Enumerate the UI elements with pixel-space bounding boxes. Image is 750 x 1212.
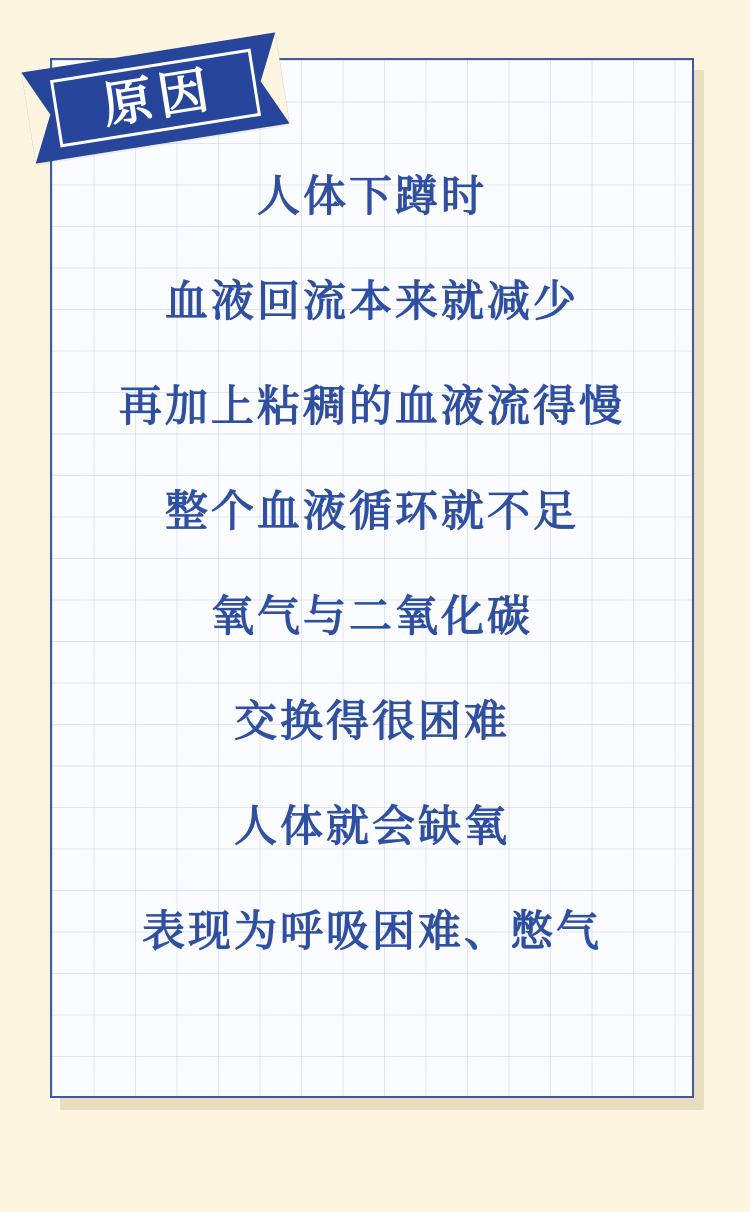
content-line: 人体就会缺氧 [234,803,510,851]
content-line: 血液回流本来就减少 [165,278,579,326]
content-line: 表现为呼吸困难、憋气 [142,908,602,956]
content-line: 再加上粘稠的血液流得慢 [119,383,625,431]
content-line: 整个血液循环就不足 [165,488,579,536]
section-banner-label: 原因 [98,61,219,134]
section-banner-frame [50,49,261,148]
content-lines [50,173,694,956]
content-line: 交换得很困难 [234,698,510,746]
content-line: 氧气与二氧化碳 [211,593,533,641]
content-line: 人体下蹲时 [257,173,487,221]
